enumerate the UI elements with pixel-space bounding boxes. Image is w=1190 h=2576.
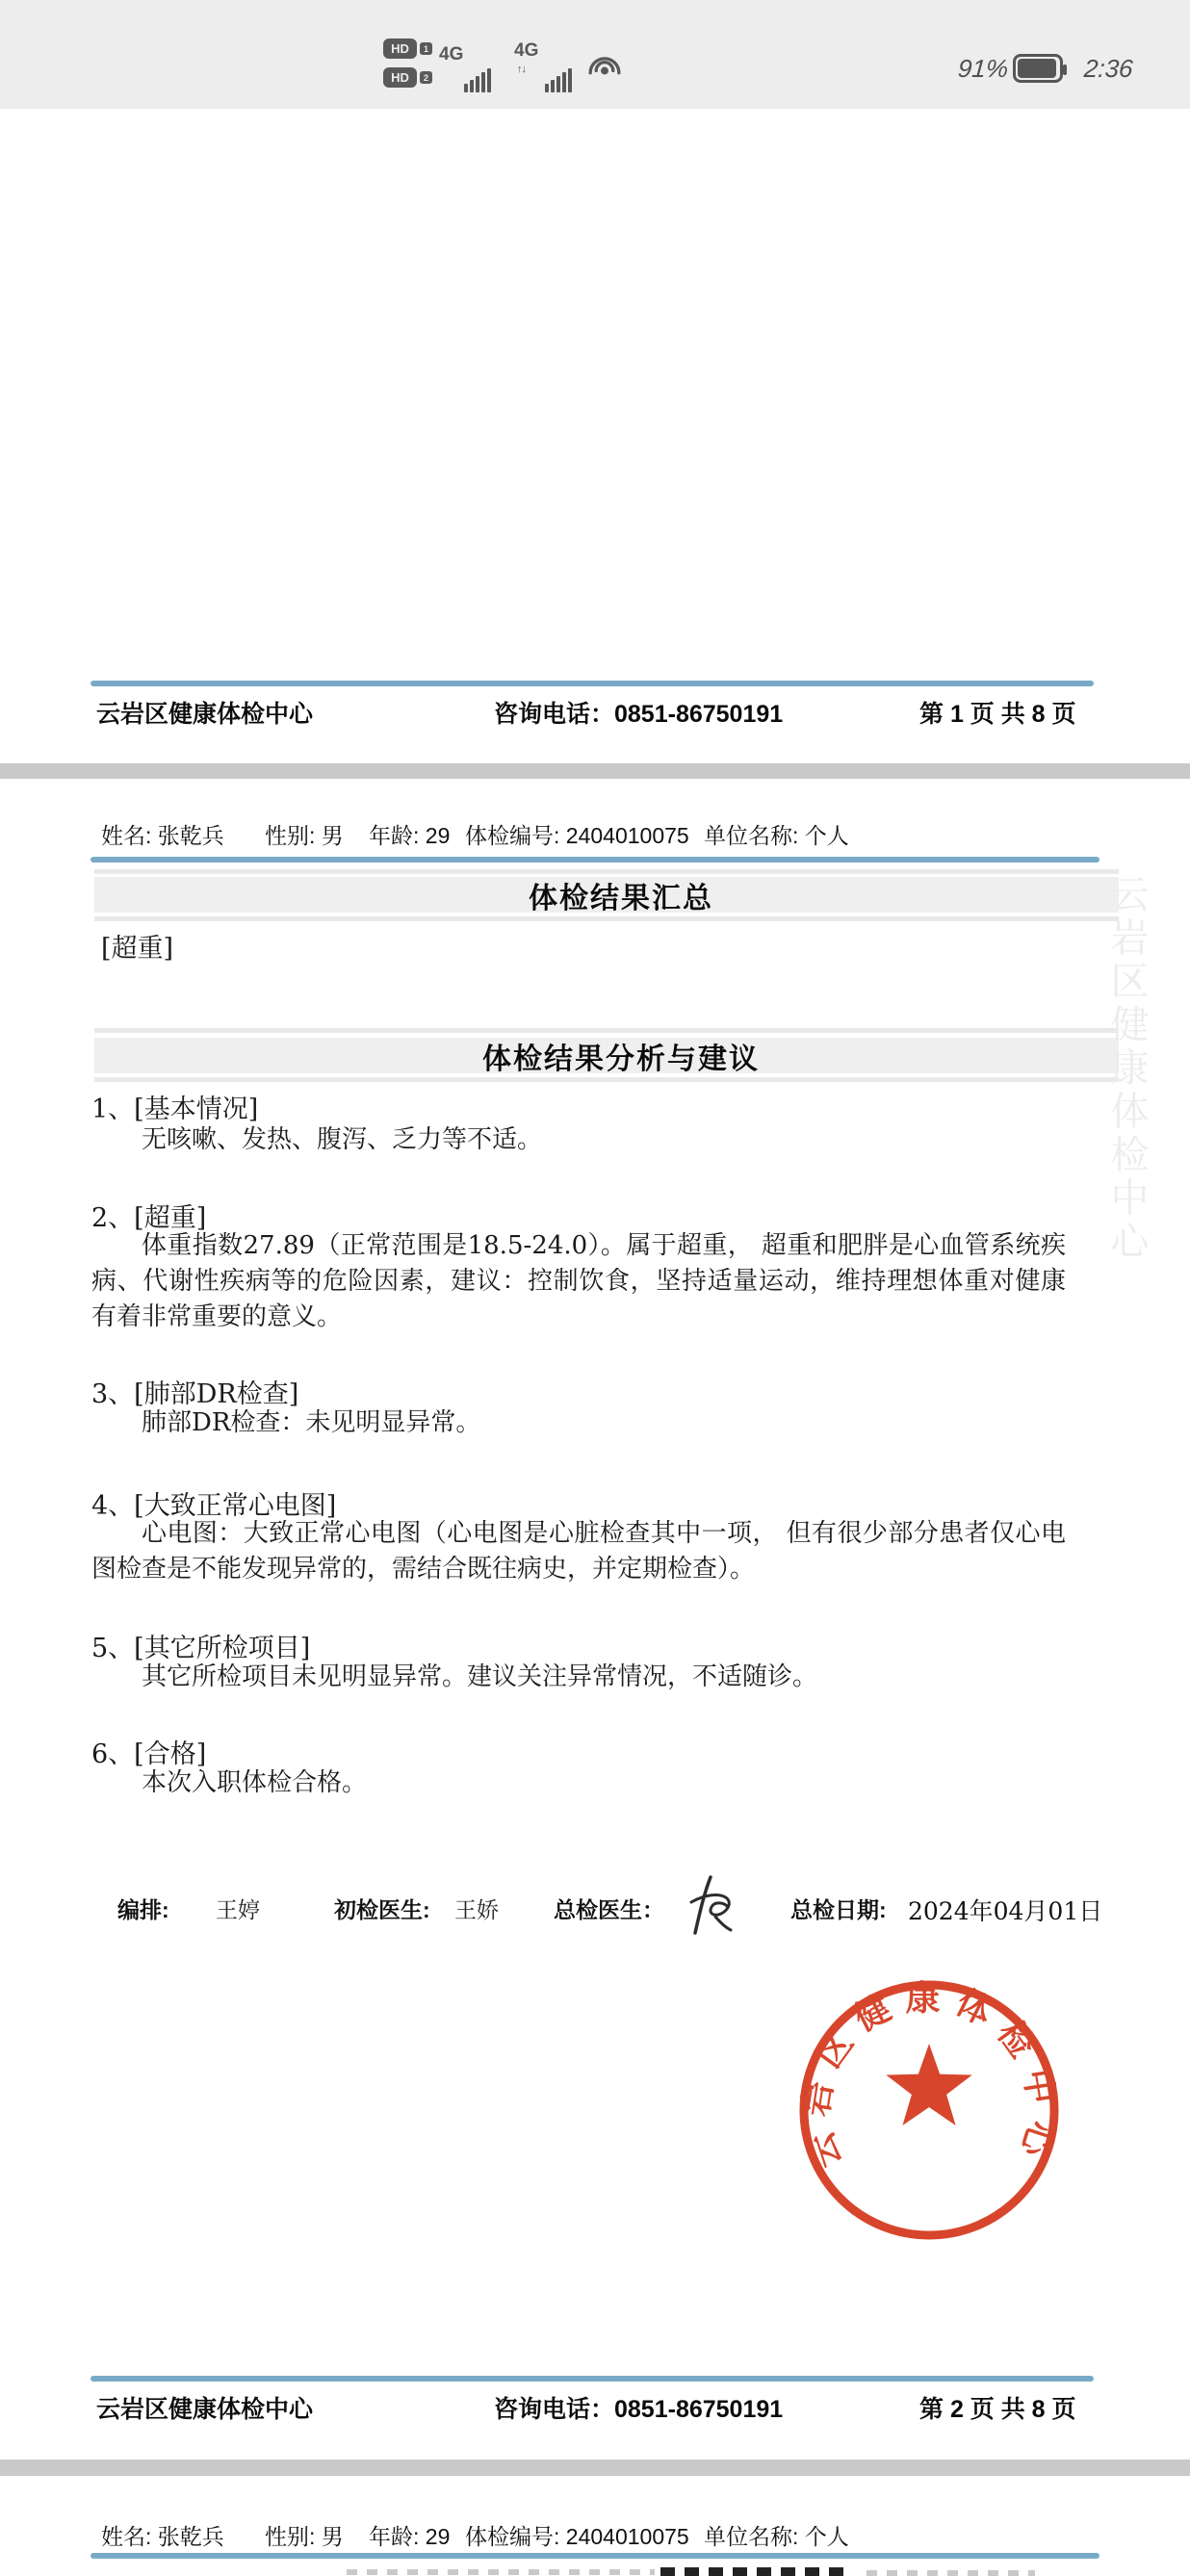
data-activity-arrows-icon: ↑↓ [517, 64, 526, 75]
page1-footer-rule [91, 681, 1094, 686]
hd1-icon [383, 39, 432, 59]
signoff-row [0, 1893, 1190, 1970]
analysis-section-header [94, 1038, 1119, 1073]
analysis-item-title: 2、[超重] [91, 1203, 207, 1233]
official-seal-stamp [785, 1966, 1074, 2254]
stamp-star-icon [886, 2044, 971, 2125]
patient-info-header [0, 818, 1190, 847]
hd2-badge: HD [383, 67, 417, 88]
section-border-strip [94, 1028, 1119, 1033]
hd2-icon [383, 67, 432, 88]
analysis-section-title: 体检结果分析与建议 [482, 1043, 760, 1075]
clipped-next-section-text [660, 2567, 853, 2576]
battery-percent: 91% [956, 54, 1010, 83]
analysis-item-body: 本次入职体检合格。 [142, 1768, 368, 1797]
patient-sex: 性别: 男 [265, 823, 344, 848]
page2-footer [0, 2390, 1190, 2423]
network-type-sim2: 4G [514, 40, 539, 61]
patient-age: 年龄: 29 [369, 2524, 451, 2549]
summary-section-title: 体检结果汇总 [529, 882, 713, 914]
analysis-item-title: 4、[大致正常心电图] [91, 1491, 337, 1521]
patient-header-rule [91, 857, 1099, 863]
first-doctor-label: 初检医生: [334, 1897, 430, 1922]
summary-section-header [94, 877, 1119, 913]
clipped-next-section-text [347, 2569, 655, 2575]
battery-icon [1013, 54, 1063, 83]
patient-exam-id: 体检编号: 2404010075 [465, 823, 689, 848]
analysis-item-title: 6、[合格] [91, 1739, 207, 1769]
status-bar [0, 0, 1190, 109]
page-watermark: 云岩区健康体检中心 [1104, 874, 1149, 1264]
footer-org-name: 云岩区健康体检中心 [96, 701, 314, 728]
footer-phone: 咨询电话：0851-86750191 [494, 701, 784, 728]
patient-info-header [0, 2519, 1190, 2548]
patient-org: 单位名称: 个人 [704, 823, 849, 848]
footer-org-name: 云岩区健康体检中心 [96, 2396, 314, 2423]
page2-footer-rule [91, 2376, 1094, 2382]
patient-name: 姓名: 张乾兵 [101, 823, 224, 848]
hd2-sim-number: 2 [420, 71, 432, 84]
clipped-next-section-text [867, 2570, 1035, 2576]
first-doctor-name: 王娇 [454, 1898, 499, 1923]
editor-name: 王婷 [216, 1898, 260, 1923]
analysis-item-body: 其它所检项目未见明显异常。建议关注异常情况，不适随诊。 [142, 1662, 818, 1691]
patient-sex: 性别: 男 [265, 2524, 344, 2549]
chief-doctor-signature [672, 1871, 741, 1941]
analysis-item-body: 体重指数27.89（正常范围是18.5-24.0）。属于超重， 超重和肥胖是心血管系统疾病、代谢性疾病等的危险因素，建议：控制饮食，坚持适量运动，维持理想体重对健康有着非常重要的意义。 [91, 1231, 1066, 1331]
patient-header-rule [91, 2553, 1099, 2559]
section-border-strip [94, 916, 1119, 921]
stamp-text: 云岩区健康体检中心 [794, 1977, 1064, 2174]
hd1-sim-number: 1 [420, 42, 432, 55]
analysis-item-title: 1、[基本情况] [91, 1095, 259, 1124]
exam-date-value: 2024年04月01日 [908, 1897, 1103, 1925]
signal-bars-sim2-icon [545, 67, 572, 92]
patient-name: 姓名: 张乾兵 [101, 2524, 224, 2549]
footer-page-indicator: 第 1 页 共 8 页 [919, 701, 1076, 728]
signal-bars-sim1-icon [464, 67, 491, 92]
summary-result: [超重] [101, 934, 174, 964]
footer-page-indicator: 第 2 页 共 8 页 [919, 2396, 1076, 2423]
section-border-strip [94, 1077, 1119, 1082]
analysis-item-body: 心电图：大致正常心电图（心电图是心脏检查其中一项， 但有很少部分患者仅心电图检查是不能发现异常的，需结合既往病史，并定期检查）。 [91, 1519, 1066, 1584]
analysis-item-title: 5、[其它所检项目] [91, 1634, 311, 1663]
analysis-item-title: 3、[肺部DR检查] [91, 1379, 299, 1409]
clock-time: 2:36 [1082, 54, 1134, 83]
hotspot-icon [583, 44, 626, 87]
footer-phone: 咨询电话：0851-86750191 [494, 2396, 784, 2423]
exam-date-label: 总检日期: [790, 1897, 887, 1922]
editor-label: 编排: [117, 1897, 169, 1922]
patient-exam-id: 体检编号: 2404010075 [465, 2524, 689, 2549]
patient-age: 年龄: 29 [369, 823, 451, 848]
network-type-sim1: 4G [439, 44, 464, 64]
chief-doctor-label: 总检医生： [554, 1897, 664, 1922]
hd1-badge: HD [383, 39, 417, 59]
patient-org: 单位名称: 个人 [704, 2524, 849, 2549]
page1-footer [0, 695, 1190, 728]
analysis-item-body: 无咳嗽、发热、腹泻、乏力等不适。 [142, 1125, 543, 1154]
analysis-item-body: 肺部DR检查：未见明显异常。 [142, 1408, 481, 1437]
page-break-divider [0, 763, 1190, 779]
page-break-divider [0, 2460, 1190, 2476]
